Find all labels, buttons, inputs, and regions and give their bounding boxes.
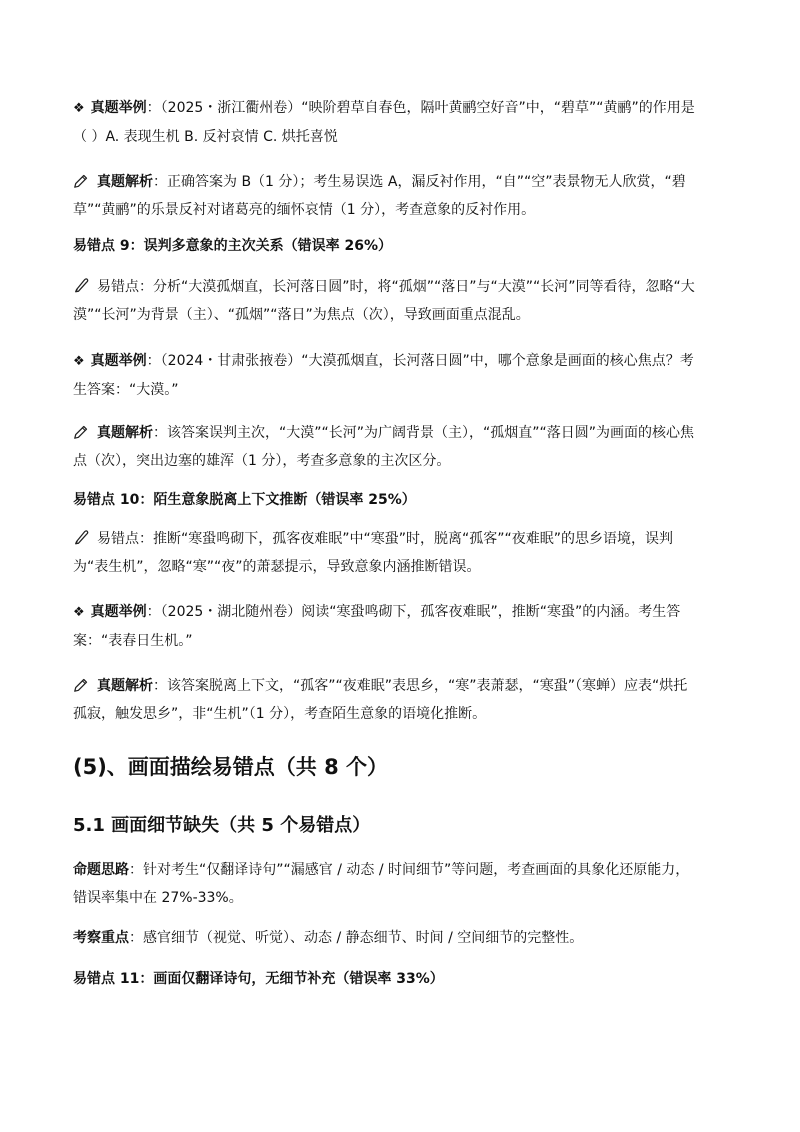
example-text: ：（2025・湖北随州卷）阅读“寒蛩鸣砌下，孤客夜难眠”，推断“寒蛩”的内涵。考生答: [146, 604, 681, 620]
example-label: 真题举例: [90, 353, 147, 369]
mistake-text: 为“表生机”，忽略“寒”“夜”的萧瑟提示，导致意象内涵推断错误。: [73, 559, 481, 575]
diamond-bullet-icon: ❖: [73, 101, 85, 116]
pencil-icon: [73, 171, 91, 189]
example-text: ：（2025・浙江衢州卷）“映阶碧草自春色，隔叶黄鹂空好音”中，“碧草”“黄鹂”的作用是: [146, 100, 695, 116]
example-options: （ ）A. 表现生机 B. 反衬哀情 C. 烘托喜悦: [73, 129, 338, 145]
mistake-text: ：推断“寒蛩鸣砌下，孤客夜难眠”中“寒蛩”时，脱离“孤客”“夜难眠”的思乡语境，误判: [139, 531, 674, 547]
analysis-block-3: [73, 672, 733, 728]
focus-block: [73, 924, 733, 952]
example-block-3: [73, 598, 733, 655]
mistake-label: 易错点: [97, 531, 139, 547]
mistake-text: 漠”“长河”为背景（主）、“孤烟”“落日”为焦点（次），导致画面重点混乱。: [73, 307, 530, 323]
section-heading: (5)、画面描绘易错点（共 8 个）: [73, 755, 389, 779]
analysis-block-1: [73, 168, 733, 224]
intent-text: ：针对考生“仅翻译诗句”“漏感官 / 动态 / 时间细节”等问题，考查画面的具象化还原能力，: [129, 862, 690, 878]
analysis-label: 真题解析: [97, 678, 153, 694]
pen-icon: [73, 528, 91, 546]
pen-icon: [73, 276, 91, 294]
mistake-block-10: [73, 525, 733, 581]
intent-block: [73, 856, 733, 912]
example-text: 生答案：“大漠。”: [73, 382, 179, 398]
example-text: 案：“表春日生机。”: [73, 633, 193, 649]
mistake-label: 易错点: [97, 279, 139, 295]
analysis-text: 草”“黄鹂”的乐景反衬对诸葛亮的缅怀哀情（1 分），考查意象的反衬作用。: [73, 202, 536, 218]
intent-label: 命题思路: [73, 862, 129, 878]
analysis-text: ：正确答案为 B（1 分）；考生易误选 A，漏反衬作用，“自”“空”表景物无人欣赏，“碧: [153, 174, 686, 190]
focus-label: 考察重点: [73, 930, 129, 946]
example-block-1: [73, 94, 733, 151]
example-label: 真题举例: [90, 100, 147, 116]
focus-text: ：感官细节（视觉、听觉）、动态 / 静态细节、时间 / 空间细节的完整性。: [129, 930, 584, 946]
example-text: ：（2024・甘肃张掖卷）“大漠孤烟直，长河落日圆”中，哪个意象是画面的核心焦点？考: [146, 353, 694, 369]
diamond-bullet-icon: ❖: [73, 354, 85, 369]
analysis-text: ：该答案脱离上下文，“孤客”“夜难眠”表思乡，“寒”表萧瑟，“寒蛩”（寒蝉）应表“烘托: [153, 678, 688, 694]
analysis-label: 真题解析: [97, 425, 153, 441]
analysis-block-2: [73, 419, 733, 475]
example-block-2: [73, 347, 733, 404]
mistake-heading-11: 易错点 11：画面仅翻译诗句，无细节补充（错误率 33%）: [73, 971, 444, 987]
pencil-icon: [73, 675, 91, 693]
mistake-block-9: [73, 273, 733, 329]
example-label: 真题举例: [90, 604, 147, 620]
analysis-text: 点（次），突出边塞的雄浑（1 分），考查多意象的主次区分。: [73, 453, 451, 469]
analysis-label: 真题解析: [97, 174, 153, 190]
analysis-text: 孤寂，触发思乡”，非“生机”（1 分），考查陌生意象的语境化推断。: [73, 706, 487, 722]
mistake-heading-10: 易错点 10：陌生意象脱离上下文推断（错误率 25%）: [73, 492, 416, 508]
pencil-icon: [73, 422, 91, 440]
analysis-text: ：该答案误判主次，“大漠”“长河”为广阔背景（主），“孤烟直”“落日圆”为画面的核心焦: [153, 425, 695, 441]
mistake-text: ：分析“大漠孤烟直，长河落日圆”时，将“孤烟”“落日”与“大漠”“长河”同等看待，忽略“大: [139, 279, 695, 295]
mistake-heading-9: 易错点 9：误判多意象的主次关系（错误率 26%）: [73, 238, 392, 254]
subsection-heading: 5.1 画面细节缺失（共 5 个易错点）: [73, 815, 371, 836]
diamond-bullet-icon: ❖: [73, 605, 85, 620]
intent-text: 错误率集中在 27%-33%。: [73, 890, 243, 906]
